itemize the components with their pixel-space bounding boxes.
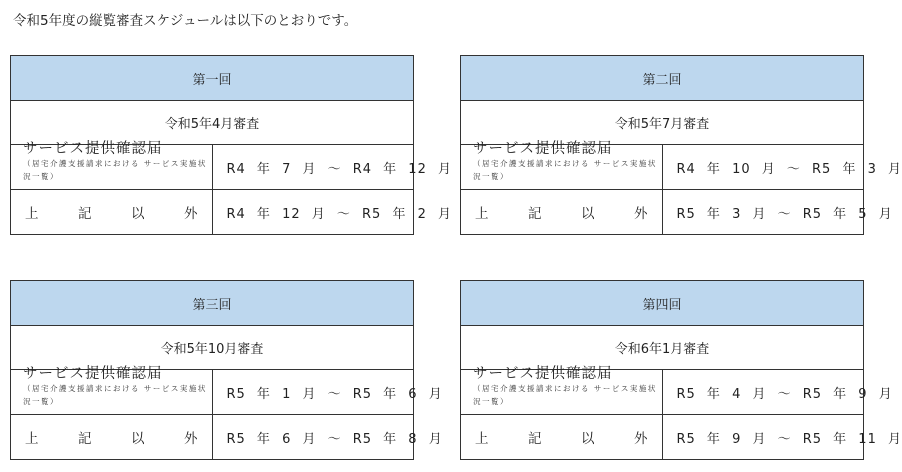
schedule-table-2 — [460, 55, 902, 235]
service-label-cell — [11, 141, 213, 190]
schedule-table-3 — [10, 280, 443, 460]
service-period: R5 年 4 月 ～ R5 年 9 月 — [662, 370, 864, 415]
service-note: （居宅介護支援請求における サービス実施状況一覧） — [23, 159, 207, 181]
service-label-cell — [11, 366, 213, 415]
other-period: R5 年 3 月 ～ R5 年 5 月 — [662, 190, 864, 235]
round-header: 第三回 — [11, 281, 414, 326]
other-label-cell — [461, 415, 663, 460]
other-label-char: 上 — [25, 206, 39, 222]
other-label-cell — [461, 190, 663, 235]
service-label: サービス提供確認届 — [23, 366, 163, 382]
other-label-char: 外 — [634, 431, 648, 447]
other-label-char: 外 — [184, 206, 198, 222]
review-month: 令和5年7月審査 — [461, 101, 864, 145]
other-label-char: 記 — [528, 431, 542, 447]
other-label-char: 記 — [78, 431, 92, 447]
service-note: （居宅介護支援請求における サービス実施状況一覧） — [473, 384, 657, 406]
intro-text: 令和5年度の縦覧審査スケジュールは以下のとおりです。 — [13, 13, 358, 29]
other-label-cell — [11, 190, 213, 235]
service-label: サービス提供確認届 — [23, 141, 163, 157]
other-label-char: 以 — [581, 206, 595, 222]
service-label-cell — [461, 366, 663, 415]
service-note: （居宅介護支援請求における サービス実施状況一覧） — [23, 384, 207, 406]
other-label-char: 記 — [78, 206, 92, 222]
schedule-table-4 — [460, 280, 902, 460]
other-period: R5 年 9 月 ～ R5 年 11 月 — [662, 415, 864, 460]
round-header: 第四回 — [461, 281, 864, 326]
service-period: R4 年 10 月 ～ R5 年 3 月 — [662, 145, 864, 190]
other-label-char: 以 — [581, 431, 595, 447]
round-header: 第一回 — [11, 56, 414, 101]
round-header: 第二回 — [461, 56, 864, 101]
review-month: 令和5年4月審査 — [11, 101, 414, 145]
other-label-char: 上 — [475, 431, 489, 447]
other-label-char: 上 — [475, 206, 489, 222]
service-note: （居宅介護支援請求における サービス実施状況一覧） — [473, 159, 657, 181]
service-label: サービス提供確認届 — [473, 366, 613, 382]
other-label-cell — [11, 415, 213, 460]
other-label-char: 上 — [25, 431, 39, 447]
other-label-char: 外 — [184, 431, 198, 447]
other-period: R4 年 12 月 ～ R5 年 2 月 — [212, 190, 414, 235]
service-period: R5 年 1 月 ～ R5 年 6 月 — [212, 370, 414, 415]
service-label: サービス提供確認届 — [473, 141, 613, 157]
schedule-table-1 — [10, 55, 452, 235]
other-label-char: 記 — [528, 206, 542, 222]
service-period: R4 年 7 月 ～ R4 年 12 月 — [212, 145, 414, 190]
other-label-char: 以 — [131, 431, 145, 447]
review-month: 令和6年1月審査 — [461, 326, 864, 370]
other-label-char: 外 — [634, 206, 648, 222]
service-label-cell — [461, 141, 663, 190]
other-label-char: 以 — [131, 206, 145, 222]
other-period: R5 年 6 月 ～ R5 年 8 月 — [212, 415, 414, 460]
review-month: 令和5年10月審査 — [11, 326, 414, 370]
